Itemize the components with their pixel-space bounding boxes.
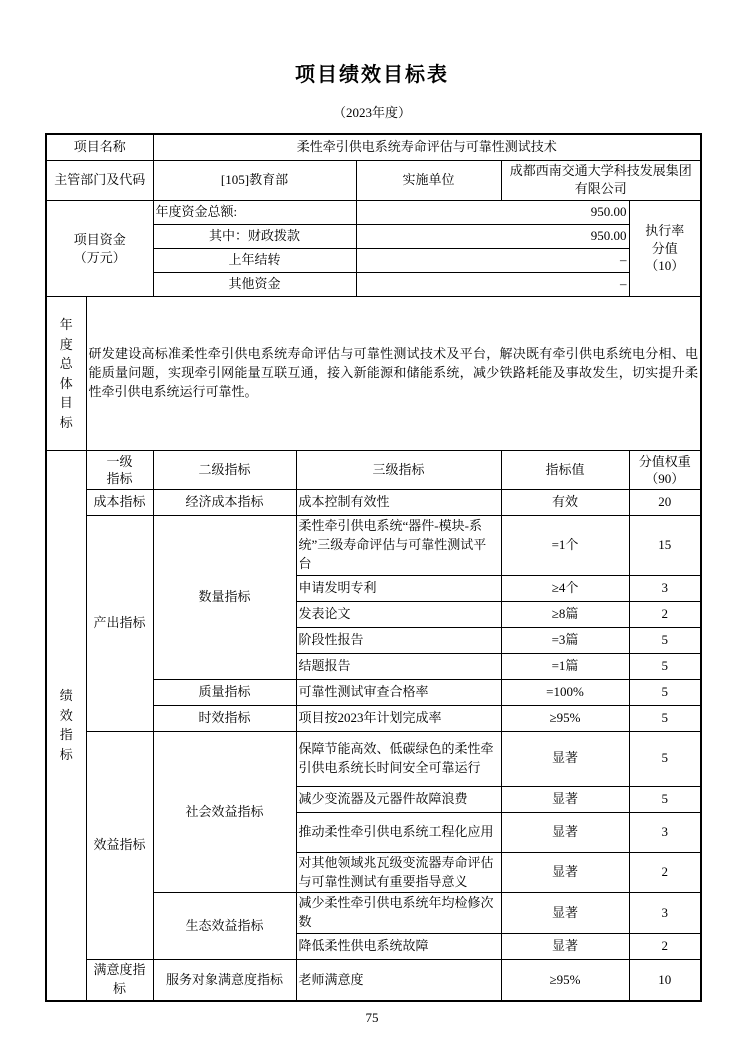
- weight-cell: 3: [629, 575, 701, 601]
- l3-cell: 发表论文: [296, 601, 501, 627]
- department-row: [46, 160, 701, 201]
- weight-cell: 2: [629, 601, 701, 627]
- l2-cell: 服务对象满意度指标: [153, 960, 296, 1001]
- value-cell: ≥4个: [501, 575, 629, 601]
- l1-header-label: 一级 指标: [106, 453, 133, 487]
- funding-name-cell: 上年结转: [153, 249, 356, 273]
- annual-goal-text-cell: 研发建设高标准柔性牵引供电系统寿命评估与可靠性测试技术及平台，解决既有牵引供电系统电分相、电能质量问题，实现牵引网能量互联互通，接入新能源和储能系统，减少铁路耗能及事故发生，切实提升柔性牵引供电系统运行可靠性。: [86, 297, 701, 451]
- value-cell: 显著: [501, 731, 629, 786]
- impl-unit-value-cell: 成都西南交通大学科技发展集团有限公司: [501, 160, 701, 201]
- project-name-value-cell: 柔性牵引供电系统寿命评估与可靠性测试技术: [153, 134, 701, 160]
- indicator-row: [46, 490, 701, 516]
- l1-header-cell: [86, 451, 153, 490]
- weight-cell: 5: [629, 731, 701, 786]
- weight-cell: 5: [629, 705, 701, 731]
- l3-cell: 结题报告: [296, 653, 501, 679]
- value-cell: 显著: [501, 786, 629, 812]
- page-subtitle: （2023年度）: [332, 105, 411, 120]
- l2-cell: 时效指标: [153, 705, 296, 731]
- l3-cell: 降低柔性供电系统故障: [296, 934, 501, 960]
- indicator-row: [46, 516, 701, 576]
- value-cell: ≥95%: [501, 960, 629, 1001]
- l2-header-cell: 二级指标: [153, 451, 296, 490]
- l3-cell: 减少柔性牵引供电系统年均检修次数: [296, 893, 501, 934]
- funding-label-cell: [46, 201, 153, 297]
- funding-value-cell: –: [356, 249, 629, 273]
- weight-cell: 10: [629, 960, 701, 1001]
- l3-cell: 减少变流器及元器件故障浪费: [296, 786, 501, 812]
- value-cell: =3篇: [501, 627, 629, 653]
- indicator-row: [46, 731, 701, 786]
- weight-cell: 5: [629, 679, 701, 705]
- l2-cell: 生态效益指标: [153, 893, 296, 960]
- weight-cell: 5: [629, 653, 701, 679]
- weight-cell: 5: [629, 627, 701, 653]
- annual-goal-row: [46, 297, 701, 451]
- l2-cell: 数量指标: [153, 516, 296, 680]
- page-number: 75: [365, 1010, 379, 1025]
- l2-cell: 社会效益指标: [153, 731, 296, 893]
- value-header-cell: 指标值: [501, 451, 629, 490]
- performance-target-table: [45, 133, 702, 1002]
- weight-cell: 3: [629, 812, 701, 852]
- annual-goal-label-cell: [46, 297, 86, 451]
- weight-cell: 3: [629, 893, 701, 934]
- project-name-row: [46, 134, 701, 160]
- l1-cell: 成本指标: [86, 490, 153, 516]
- l1-cell: 效益指标: [86, 731, 153, 959]
- weight-cell: 2: [629, 934, 701, 960]
- value-cell: ≥95%: [501, 705, 629, 731]
- l3-cell: 成本控制有效性: [296, 490, 501, 516]
- funding-name-cell: 年度资金总额:: [153, 201, 356, 225]
- impl-unit-label-cell: 实施单位: [356, 160, 501, 201]
- weight-cell: 5: [629, 786, 701, 812]
- value-cell: ≥8篇: [501, 601, 629, 627]
- l2-cell: 质量指标: [153, 679, 296, 705]
- exec-rate-label: 执行率 分值 （10）: [645, 223, 685, 274]
- l3-cell: 项目按2023年计划完成率: [296, 705, 501, 731]
- perf-indicator-side-cell: [46, 451, 86, 1001]
- value-cell: =100%: [501, 679, 629, 705]
- weight-cell: 20: [629, 490, 701, 516]
- funding-value-cell: –: [356, 273, 629, 297]
- weight-header-cell: [629, 451, 701, 490]
- l3-cell: 可靠性测试审查合格率: [296, 679, 501, 705]
- value-cell: 有效: [501, 490, 629, 516]
- dept-code-label-cell: 主管部门及代码: [46, 160, 153, 201]
- l3-cell: 阶段性报告: [296, 627, 501, 653]
- value-cell: 显著: [501, 934, 629, 960]
- value-cell: =1篇: [501, 653, 629, 679]
- l3-cell: 保障节能高效、低碳绿色的柔性牵引供电系统长时间安全可靠运行: [296, 731, 501, 786]
- l2-cell: 经济成本指标: [153, 490, 296, 516]
- l3-cell: 柔性牵引供电系统“器件-模块-系统”三级寿命评估与可靠性测试平台: [296, 516, 501, 576]
- weight-header-label: 分值权重 （90）: [638, 453, 691, 487]
- funding-name-cell: 其中：财政拨款: [153, 225, 356, 249]
- l3-header-cell: 三级指标: [296, 451, 501, 490]
- l3-cell: 申请发明专利: [296, 575, 501, 601]
- l3-cell: 对其他领域兆瓦级变流器寿命评估与可靠性测试有重要指导意义: [296, 852, 501, 893]
- funding-label: 项目资金 （万元）: [73, 232, 126, 265]
- perf-indicator-side-label: 绩效指标: [59, 688, 73, 762]
- weight-cell: 15: [629, 516, 701, 576]
- funding-name-cell: 其他资金: [153, 273, 356, 297]
- l1-cell: 产出指标: [86, 516, 153, 732]
- value-cell: 显著: [501, 893, 629, 934]
- indicator-row: [46, 960, 701, 1001]
- funding-row: [46, 201, 701, 225]
- l1-cell: 满意度指标: [86, 960, 153, 1001]
- dept-code-value-cell: [105]教育部: [153, 160, 356, 201]
- indicator-header-row: [46, 451, 701, 490]
- exec-rate-score-cell: [629, 201, 701, 297]
- project-name-label-cell: 项目名称: [46, 134, 153, 160]
- weight-cell: 2: [629, 852, 701, 893]
- value-cell: 显著: [501, 812, 629, 852]
- funding-value-cell: 950.00: [356, 225, 629, 249]
- l3-cell: 推动柔性牵引供电系统工程化应用: [296, 812, 501, 852]
- value-cell: 显著: [501, 852, 629, 893]
- l3-cell: 老师满意度: [296, 960, 501, 1001]
- value-cell: =1个: [501, 516, 629, 576]
- page-title: 项目绩效目标表: [295, 64, 449, 86]
- funding-value-cell: 950.00: [356, 201, 629, 225]
- annual-goal-label: 年度总体目标: [59, 317, 73, 430]
